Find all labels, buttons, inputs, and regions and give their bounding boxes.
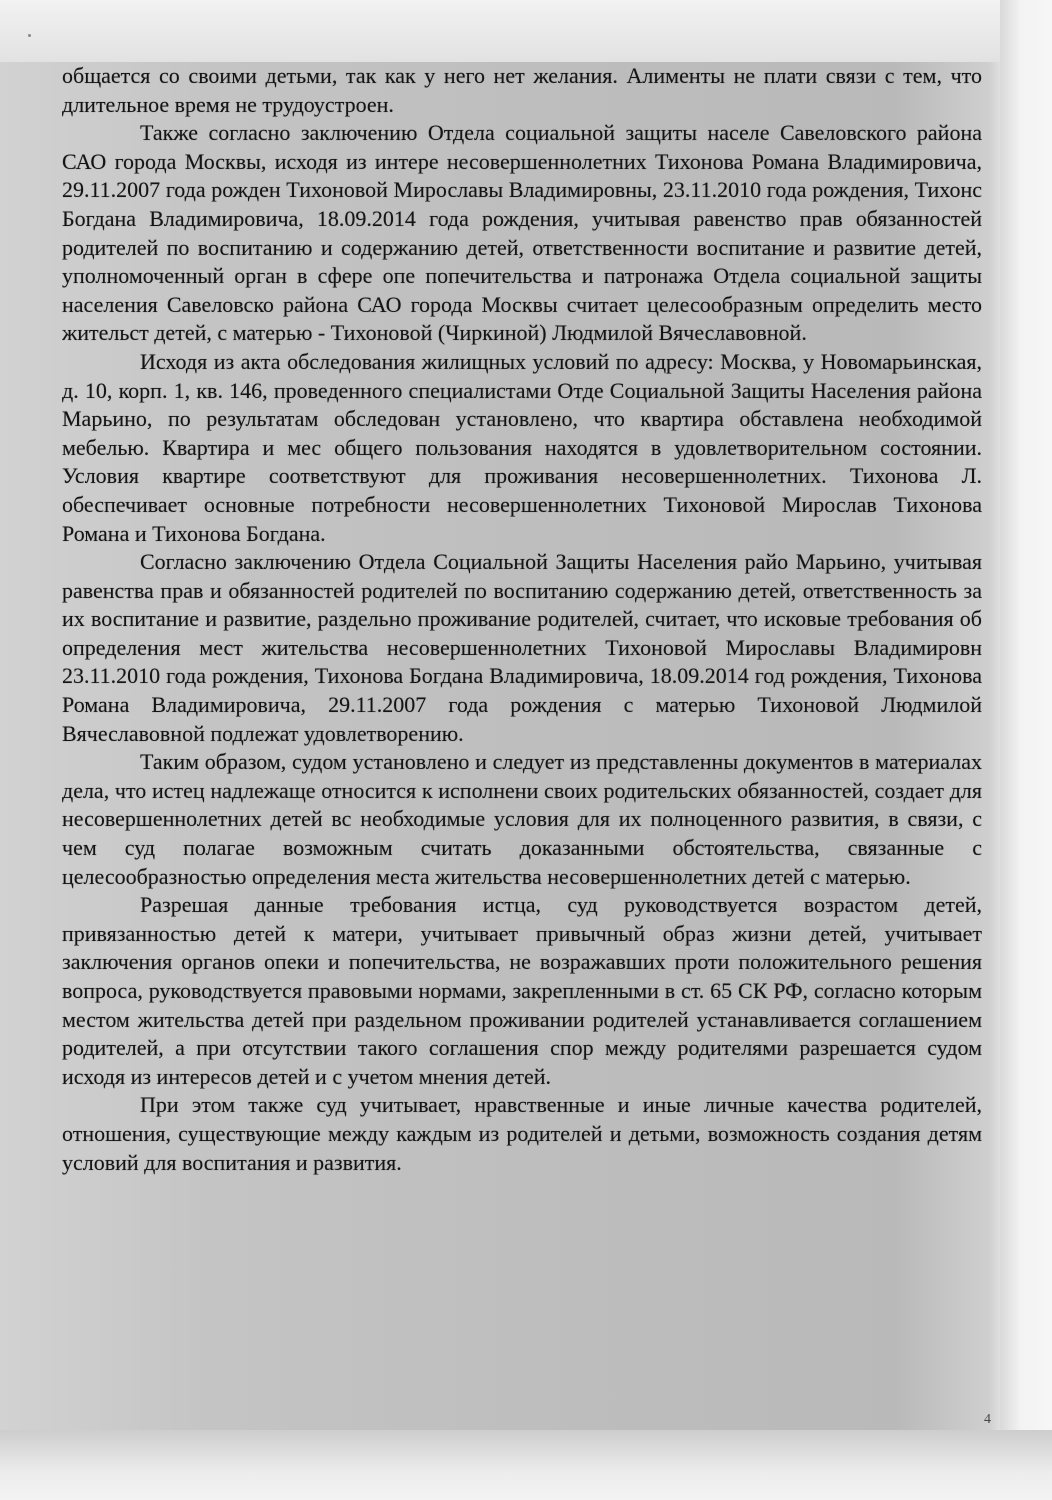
document-body <box>62 62 982 1177</box>
scan-right-edge <box>1000 0 1052 1500</box>
paragraph-social-protection-savelovsky: Также согласно заключению Отдела социальной защиты населе Савеловского района САО города Москвы, исходя из интере несовершеннолетних Тихонова Романа Владимировича, 29.11.2007 года рожден Тихоновой Мирославы Владимировны, 23.11.2010 года рождения, Тихонс Богдана Владимировича, 18.09.2014 года рождения, учитывая равенство прав обязанностей родителей по воспитанию и содержанию детей, ответственности воспитание и развитие детей, уполномоченный орган в сфере опе попечительства и патронажа Отдела социальной защиты населения Савеловско района САО города Москвы считает целесообразным определить место жительст детей, с матерью - Тихоновой (Чиркиной) Людмилой Вячеславовной. <box>62 120 982 346</box>
paragraph-continuation: общается со своими детьми, так как у него нет желания. Алименты не плати связи с тем, что длительное время не трудоустроен. <box>62 63 982 117</box>
scan-bottom-margin <box>0 1430 1052 1500</box>
paragraph-housing-inspection: Исходя из акта обследования жилищных условий по адресу: Москва, у Новомарьинская, д. 10, корп. 1, кв. 146, проведенного специалистами Отде Социальной Защиты Населения района Марьино, по результатам обследован установлено, что квартира обставлена необходимой мебелью. Квартира и мес общего пользования находятся в удовлетворительном состоянии. Условия квартире соответствуют для проживания несовершеннолетних. Тихонова Л. обеспечивает основные потребности несовершеннолетних Тихоновой Мирослав Тихонова Романа и Тихонова Богдана. <box>62 348 982 546</box>
paragraph-social-protection-maryino: Согласно заключению Отдела Социальной Защиты Населения райо Марьино, учитывая равенства прав и обязанностей родителей по воспитанию содержанию детей, ответственность за их воспитание и развитие, раздельно проживание родителей, считает, что исковые требования об определения мест жительства несовершеннолетних Тихоновой Мирославы Владимировн 23.11.2010 года рождения, Тихонова Богдана Владимировича, 18.09.2014 год рождения, Тихонова Романа Владимировича, 29.11.2007 года рождения с матерью Тихоновой Людмилой Вячеславовной подлежат удовлетворению. <box>62 549 982 746</box>
page-number: 4 <box>984 1412 991 1427</box>
paragraph-parental-qualities: При этом также суд учитывает, нравственные и иные личные качества родителей, отношения, существующие между каждым из родителей и детьми, возможность создания детям условий для воспитания и развития. <box>62 1092 982 1175</box>
paragraph-legal-basis: Разрешая данные требования истца, суд руководствуется возрастом детей, привязанностью детей к матери, учитывает привычный образ жизни детей, учитывает заключения органов опеки и попечительства, не возражавших проти положительного решения вопроса, руководствуется правовыми нормами, закрепленными в ст. 65 СК РФ, согласно которым местом жительства детей при раздельном проживании родителей устанавливается соглашением родителей, а при отсутствии такого соглашения спор между родителями разрешается судом исходя из интересов детей и с учетом мнения детей. <box>62 892 982 1089</box>
scan-top-margin <box>0 0 1052 62</box>
paragraph-court-findings: Таким образом, судом установлено и следует из представленны документов в материалах дела, что истец надлежаще относится к исполнени своих родительских обязанностей, создает для несовершеннолетних детей вс необходимые условия для их полноценного развития, в связи, с чем суд полагае возможным считать доказанными обстоятельства, связанные с целесообразностью определения места жительства несовершеннолетних детей с матерью. <box>62 749 982 889</box>
scan-speck <box>28 34 31 37</box>
